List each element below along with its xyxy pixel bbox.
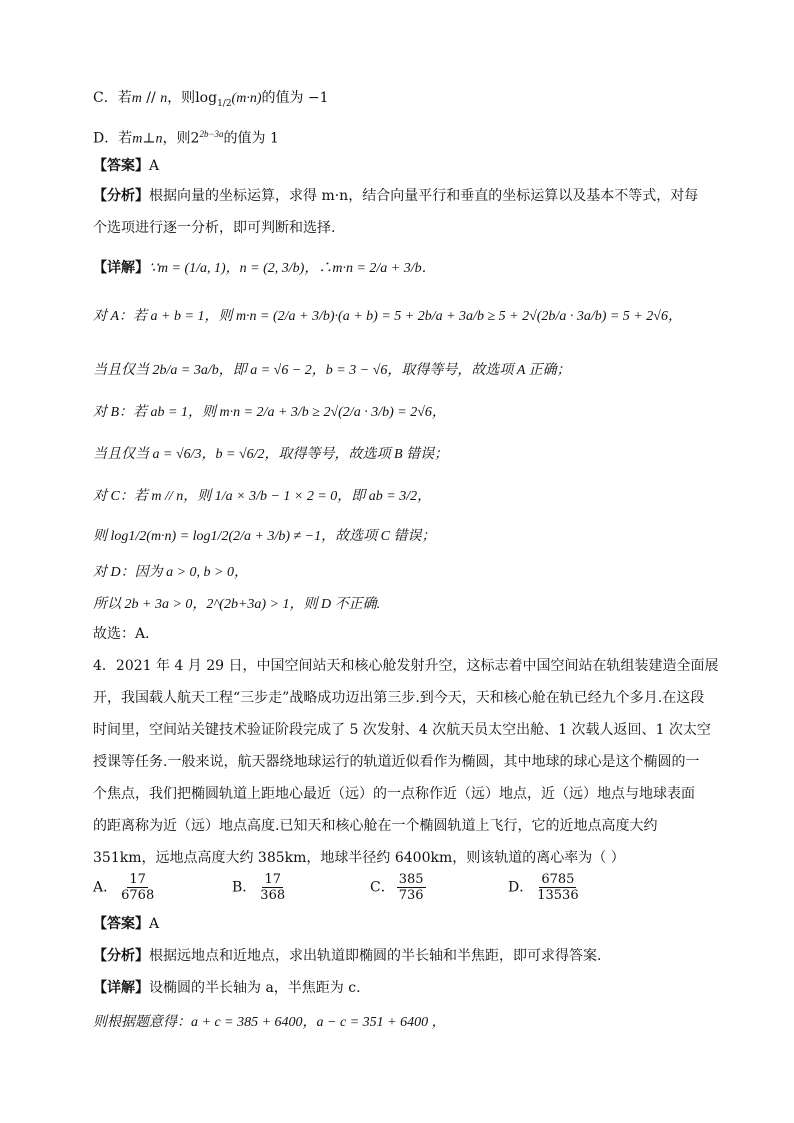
question-4-line7: 351km，远地点高度大约 385km，地球半径约 6400km，则该轨道的离心率为（ ） xyxy=(93,850,625,866)
analysis-1-line1: 【分析】根据向量的坐标运算，求得 m·n，结合向量平行和垂直的坐标运算以及基本不等式，对每 xyxy=(93,188,699,204)
detail-2-line1: 【详解】设椭圆的半长轴为 a，半焦距为 c. xyxy=(93,980,361,996)
detail-1-line7: 则 log1/2(m·n) = log1/2(2/a + 3/b) ≠ −1，故选项 C 错误； xyxy=(93,529,436,544)
question-4-line2: 开，我国载人航天工程“三步走”战略成功迈出第三步.到今天，天和核心舱在轨已经九个多月.在这段 xyxy=(93,690,705,706)
choice-d: D． $\frac{6785}{13536}$ xyxy=(508,872,579,903)
detail-1-line9: 所以 2b + 3a > 0，2^(2b+3a) > 1，则 D 不正确. xyxy=(93,597,381,612)
choice-a: A． $\frac{17}{6768}$ xyxy=(93,872,155,903)
question-4-line4: 授课等任务.一般来说，航天器绕地球运行的轨道近似看作为椭圆，其中地球的球心是这个椭圆的一 xyxy=(93,754,700,770)
choice-c: C． $\frac{385}{736}$ xyxy=(370,872,424,903)
answer-1: 【答案】A xyxy=(93,158,160,174)
detail-1-line1: 【详解】∵m = (1/a, 1)，n = (2, 3/b)，∴m·n = 2/a + 3/b． xyxy=(93,260,436,276)
detail-1-line8: 对 D：因为 a > 0, b > 0， xyxy=(93,565,249,580)
detail-1-line4: 对 B：若 ab = 1，则 m·n = 2/a + 3/b ≥ 2√(2/a · 3/b) = 2√6， xyxy=(93,405,446,420)
detail-2-line2: 则根据题意得：a + c = 385 + 6400，a − c = 351 + 6400 ， xyxy=(93,1015,446,1030)
detail-1-line6: 对 C：若 m // n，则 1/a × 3/b − 1 × 2 = 0，即 ab = 3/2， xyxy=(93,489,432,504)
question-4-line3: 时间里，空间站关键技术验证阶段完成了 5 次发射、4 次航天员太空出舱、1 次载人返回、1 次太空 xyxy=(93,722,711,738)
option-c-line: C．若m // n，则$\log_{1/2}(m\cdot n)$的值为 −1 xyxy=(93,90,329,109)
analysis-1-line2: 个选项进行逐一分析，即可判断和选择. xyxy=(93,220,336,236)
question-4-line1: 4．2021 年 4 月 29 日，中国空间站天和核心舱发射升空，这标志着中国空间站在轨组装建造全面展 xyxy=(93,658,719,674)
question-4-line5: 个焦点，我们把椭圆轨道上距地心最近（远）的一点称作近（远）地点，近（远）地点与地球表面 xyxy=(93,786,695,802)
detail-1-line2: 对 A：若 a + b = 1，则 m·n = (2/a + 3/b)·(a + b) = 5 + 2b/a + 3a/b ≥ 5 + 2√(2b/a · 3a/b) = 5 + 2√6， xyxy=(93,309,682,324)
analysis-2: 【分析】根据远地点和近地点，求出轨道即椭圆的半长轴和半焦距，即可求得答案. xyxy=(93,948,602,964)
detail-1-line3: 当且仅当 2b/a = 3a/b，即 a = √6 − 2，b = 3 − √6，取得等号，故选项 A 正确； xyxy=(93,363,571,378)
question-4-line6: 的距离称为近（远）地点高度.已知天和核心舱在一个椭圆轨道上飞行，它的近地点高度大约 xyxy=(93,818,658,834)
detail-1-line10: 故选：A． xyxy=(93,626,160,642)
option-d-line: D．若m⊥n，则$2^{2b-3a}$的值为 1 xyxy=(93,129,279,147)
answer-2: 【答案】A xyxy=(93,916,160,932)
detail-1-line5: 当且仅当 a = √6/3，b = √6/2，取得等号，故选项 B 错误； xyxy=(93,447,449,462)
choice-b: B． $\frac{17}{368}$ xyxy=(232,872,286,903)
